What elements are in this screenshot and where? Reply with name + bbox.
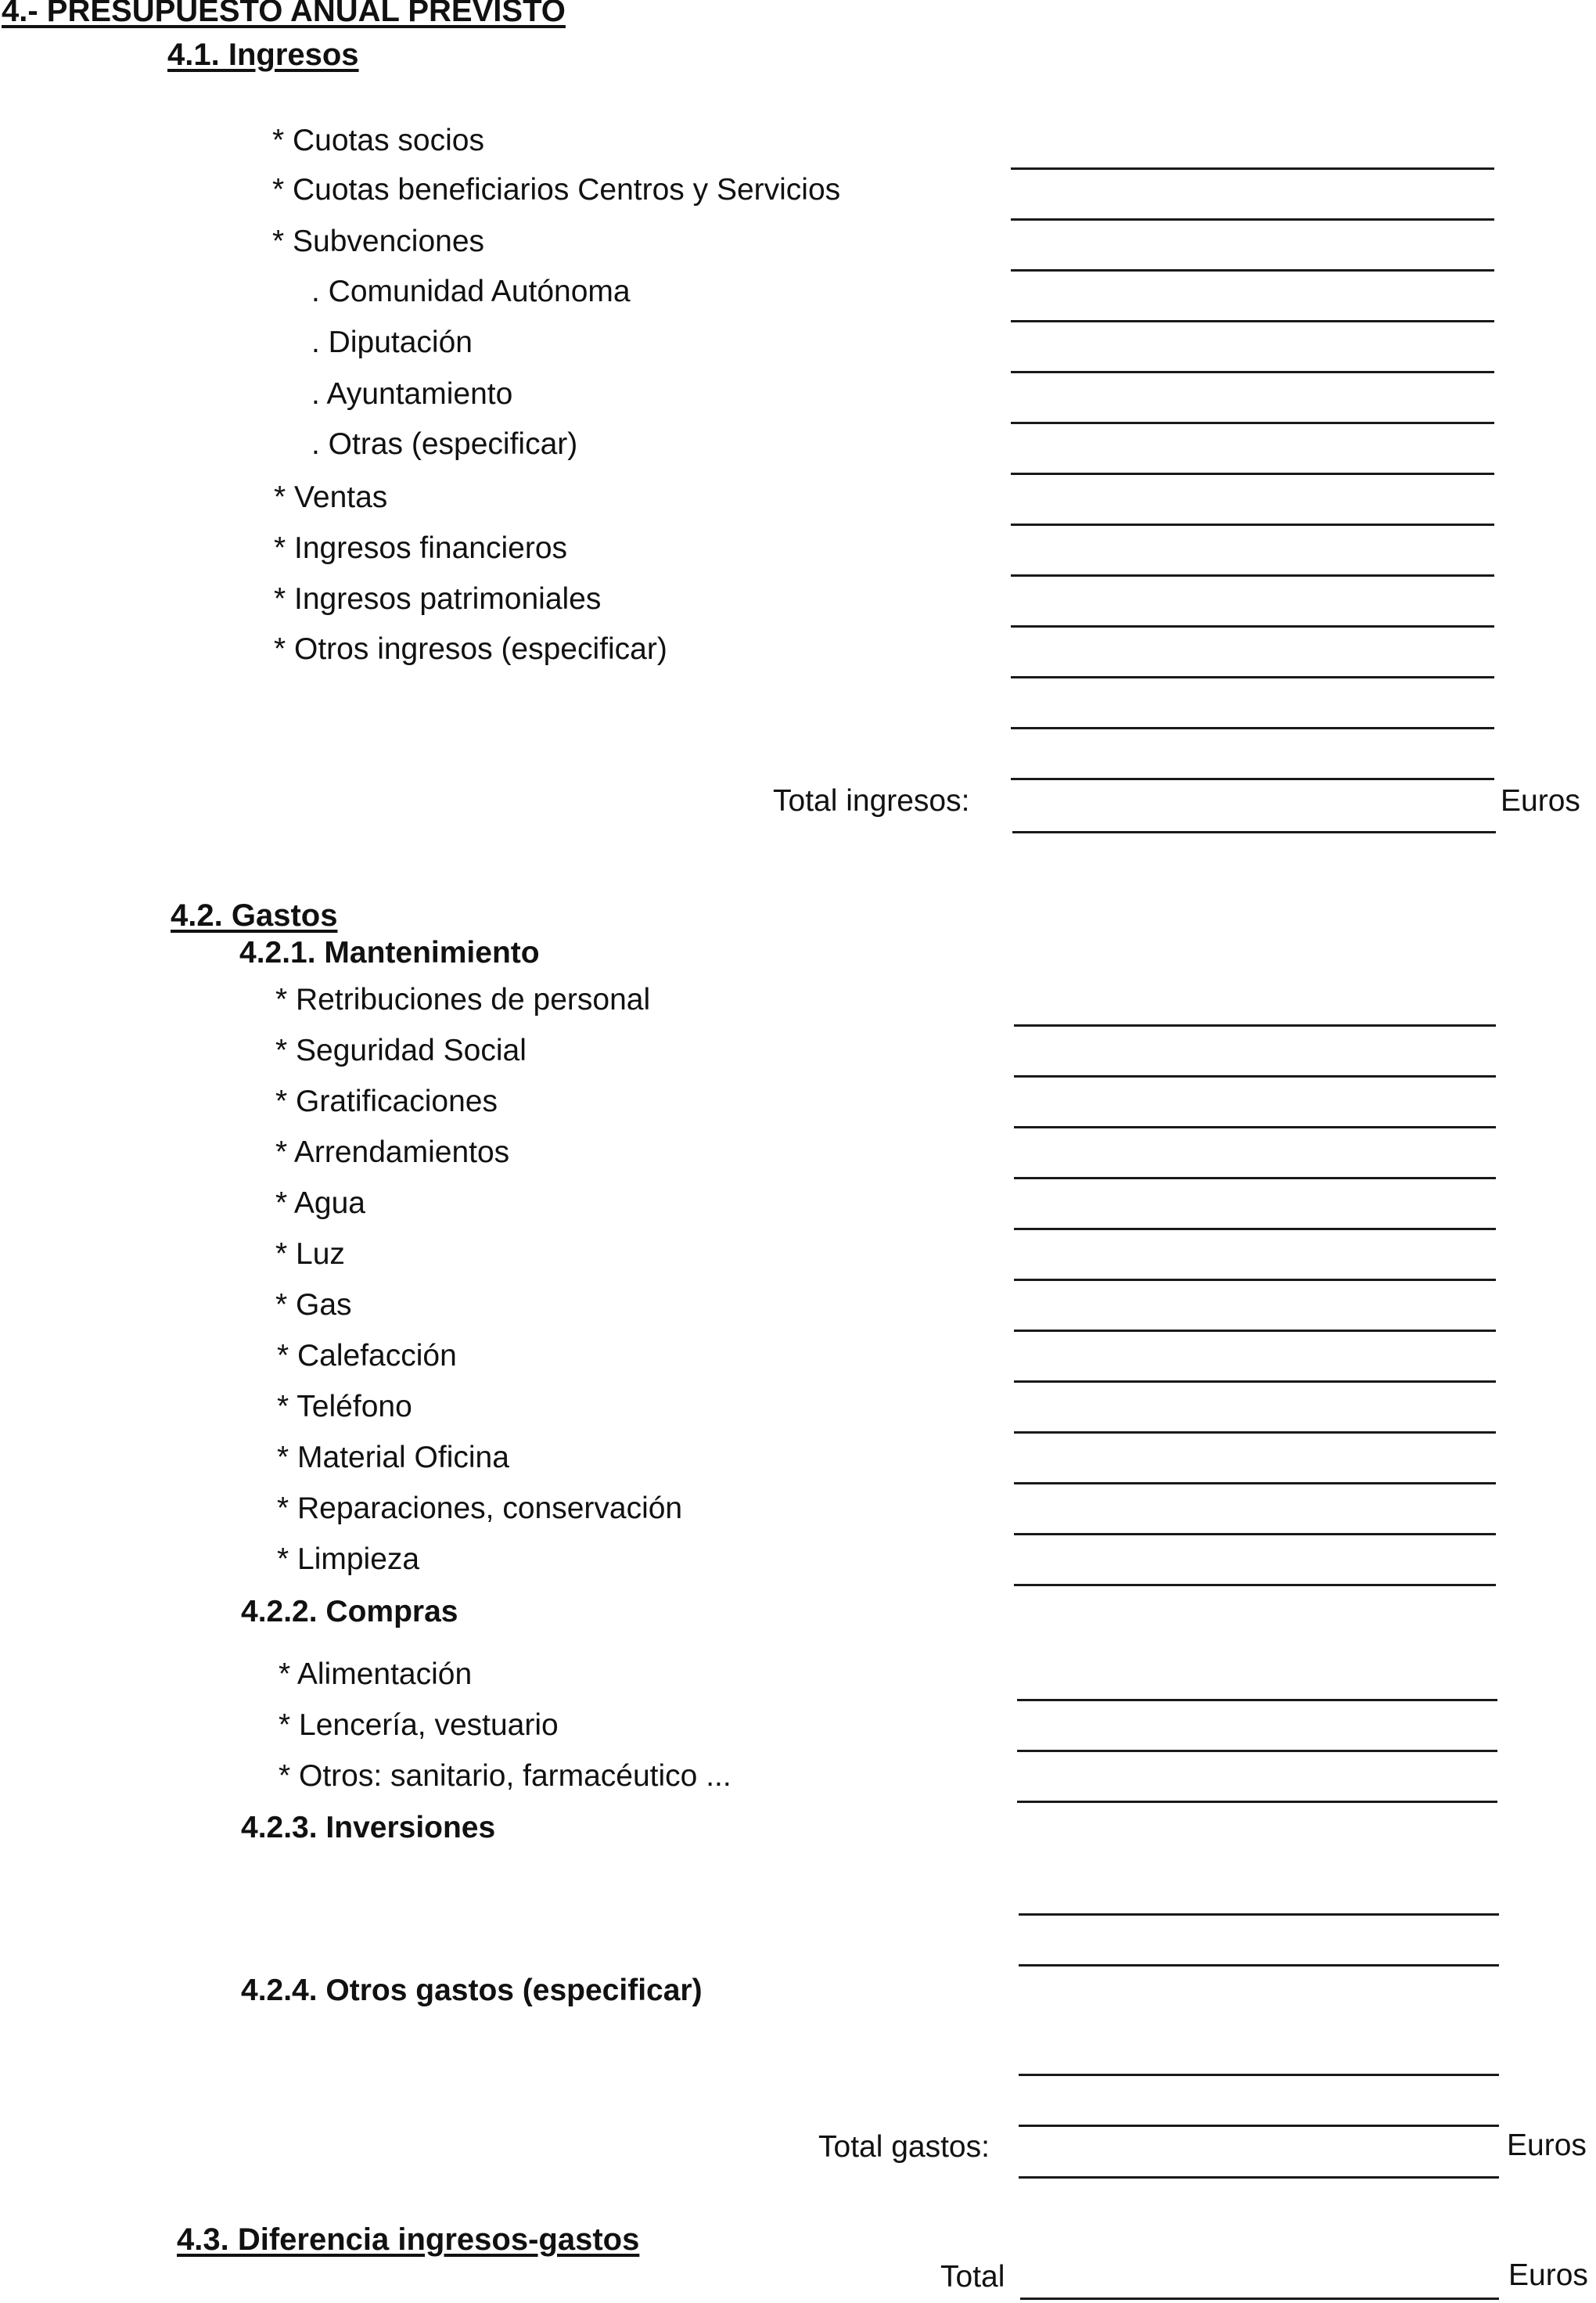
gasto-item-seguridad-social: * Seguridad Social <box>275 1034 527 1067</box>
ingreso-line-13[interactable] <box>1011 778 1494 780</box>
ingreso-subitem-otras: . Otras (especificar) <box>311 427 578 461</box>
ingreso-item-cuotas-beneficiarios: * Cuotas beneficiarios Centros y Servicios <box>272 173 841 207</box>
gasto-item-gas: * Gas <box>275 1288 352 1322</box>
gasto-line-3[interactable] <box>1014 1126 1496 1128</box>
otros-gastos-heading: 4.2.4. Otros gastos (especificar) <box>241 1974 703 2007</box>
ingreso-subitem-ayuntamiento: . Ayuntamiento <box>311 377 513 411</box>
total-gastos-label: Total gastos: <box>818 2130 990 2164</box>
ingreso-line-12[interactable] <box>1011 727 1494 729</box>
gasto-line-10[interactable] <box>1014 1482 1496 1484</box>
inversion-line-1[interactable] <box>1019 1913 1499 1916</box>
diferencia-heading: 4.3. Diferencia ingresos-gastos <box>177 2222 640 2257</box>
ingreso-line-4[interactable] <box>1011 320 1494 322</box>
gasto-item-reparaciones: * Reparaciones, conservación <box>277 1492 683 1525</box>
ingreso-item-cuotas-socios: * Cuotas socios <box>272 124 484 157</box>
gasto-line-6[interactable] <box>1014 1279 1496 1281</box>
ingreso-line-5[interactable] <box>1011 371 1494 373</box>
gasto-line-4[interactable] <box>1014 1177 1496 1179</box>
total-diferencia-field[interactable] <box>1020 2298 1499 2300</box>
gasto-line-2[interactable] <box>1014 1075 1496 1078</box>
mantenimiento-heading: 4.2.1. Mantenimiento <box>239 936 540 970</box>
inversiones-heading: 4.2.3. Inversiones <box>241 1811 496 1844</box>
ingreso-line-9[interactable] <box>1011 574 1494 577</box>
ingreso-line-10[interactable] <box>1011 625 1494 628</box>
compras-heading: 4.2.2. Compras <box>241 1595 458 1628</box>
ingresos-heading: 4.1. Ingresos <box>167 38 359 72</box>
ingreso-item-otros: * Otros ingresos (especificar) <box>274 632 667 666</box>
ingreso-line-8[interactable] <box>1011 524 1494 526</box>
ingreso-line-3[interactable] <box>1011 269 1494 272</box>
gasto-line-7[interactable] <box>1014 1330 1496 1332</box>
ingreso-item-patrimoniales: * Ingresos patrimoniales <box>274 582 602 616</box>
compra-item-otros: * Otros: sanitario, farmacéutico ... <box>279 1759 732 1793</box>
ingreso-item-financieros: * Ingresos financieros <box>274 531 568 565</box>
total-ingresos-field[interactable] <box>1012 831 1496 833</box>
gasto-item-calefaccion: * Calefacción <box>277 1339 457 1373</box>
gasto-line-8[interactable] <box>1014 1380 1496 1383</box>
gastos-heading: 4.2. Gastos <box>171 898 338 933</box>
ingreso-subitem-comunidad-autonoma: . Comunidad Autónoma <box>311 275 631 308</box>
otros-gastos-line-2[interactable] <box>1019 2125 1499 2127</box>
ingreso-line-6[interactable] <box>1011 422 1494 424</box>
ingreso-line-7[interactable] <box>1011 473 1494 475</box>
inversion-line-2[interactable] <box>1019 1964 1499 1967</box>
compra-line-3[interactable] <box>1017 1801 1497 1803</box>
ingreso-item-subvenciones: * Subvenciones <box>272 225 485 258</box>
gasto-item-material-oficina: * Material Oficina <box>277 1441 509 1474</box>
total-ingresos-label: Total ingresos: <box>773 784 970 818</box>
gasto-item-gratificaciones: * Gratificaciones <box>275 1085 498 1118</box>
compra-item-lenceria: * Lencería, vestuario <box>279 1708 559 1742</box>
gasto-item-luz: * Luz <box>275 1237 345 1271</box>
total-ingresos-unit: Euros <box>1501 784 1580 818</box>
gasto-item-arrendamientos: * Arrendamientos <box>275 1135 510 1169</box>
gasto-item-telefono: * Teléfono <box>277 1390 412 1423</box>
gasto-line-9[interactable] <box>1014 1431 1496 1434</box>
gasto-item-agua: * Agua <box>275 1186 365 1220</box>
gasto-line-5[interactable] <box>1014 1228 1496 1230</box>
ingreso-line-1[interactable] <box>1011 167 1494 170</box>
ingreso-subitem-diputacion: . Diputación <box>311 326 473 359</box>
ingreso-item-ventas: * Ventas <box>274 480 388 514</box>
gasto-item-retribuciones: * Retribuciones de personal <box>275 983 651 1017</box>
compra-line-1[interactable] <box>1017 1699 1497 1701</box>
compra-line-2[interactable] <box>1017 1750 1497 1752</box>
gasto-line-1[interactable] <box>1014 1024 1496 1027</box>
page-title: 4.- PRESUPUESTO ANUAL PREVISTO <box>2 0 566 28</box>
total-diferencia-unit: Euros <box>1508 2258 1588 2292</box>
gasto-line-11[interactable] <box>1014 1533 1496 1535</box>
gasto-item-limpieza: * Limpieza <box>277 1542 420 1576</box>
ingreso-line-2[interactable] <box>1011 218 1494 221</box>
otros-gastos-line-1[interactable] <box>1019 2074 1499 2076</box>
total-gastos-field[interactable] <box>1019 2176 1499 2179</box>
total-gastos-unit: Euros <box>1507 2128 1587 2162</box>
ingreso-line-11[interactable] <box>1011 676 1494 678</box>
gasto-line-12[interactable] <box>1014 1584 1496 1586</box>
compra-item-alimentacion: * Alimentación <box>279 1657 473 1691</box>
total-diferencia-label: Total <box>940 2260 1005 2294</box>
